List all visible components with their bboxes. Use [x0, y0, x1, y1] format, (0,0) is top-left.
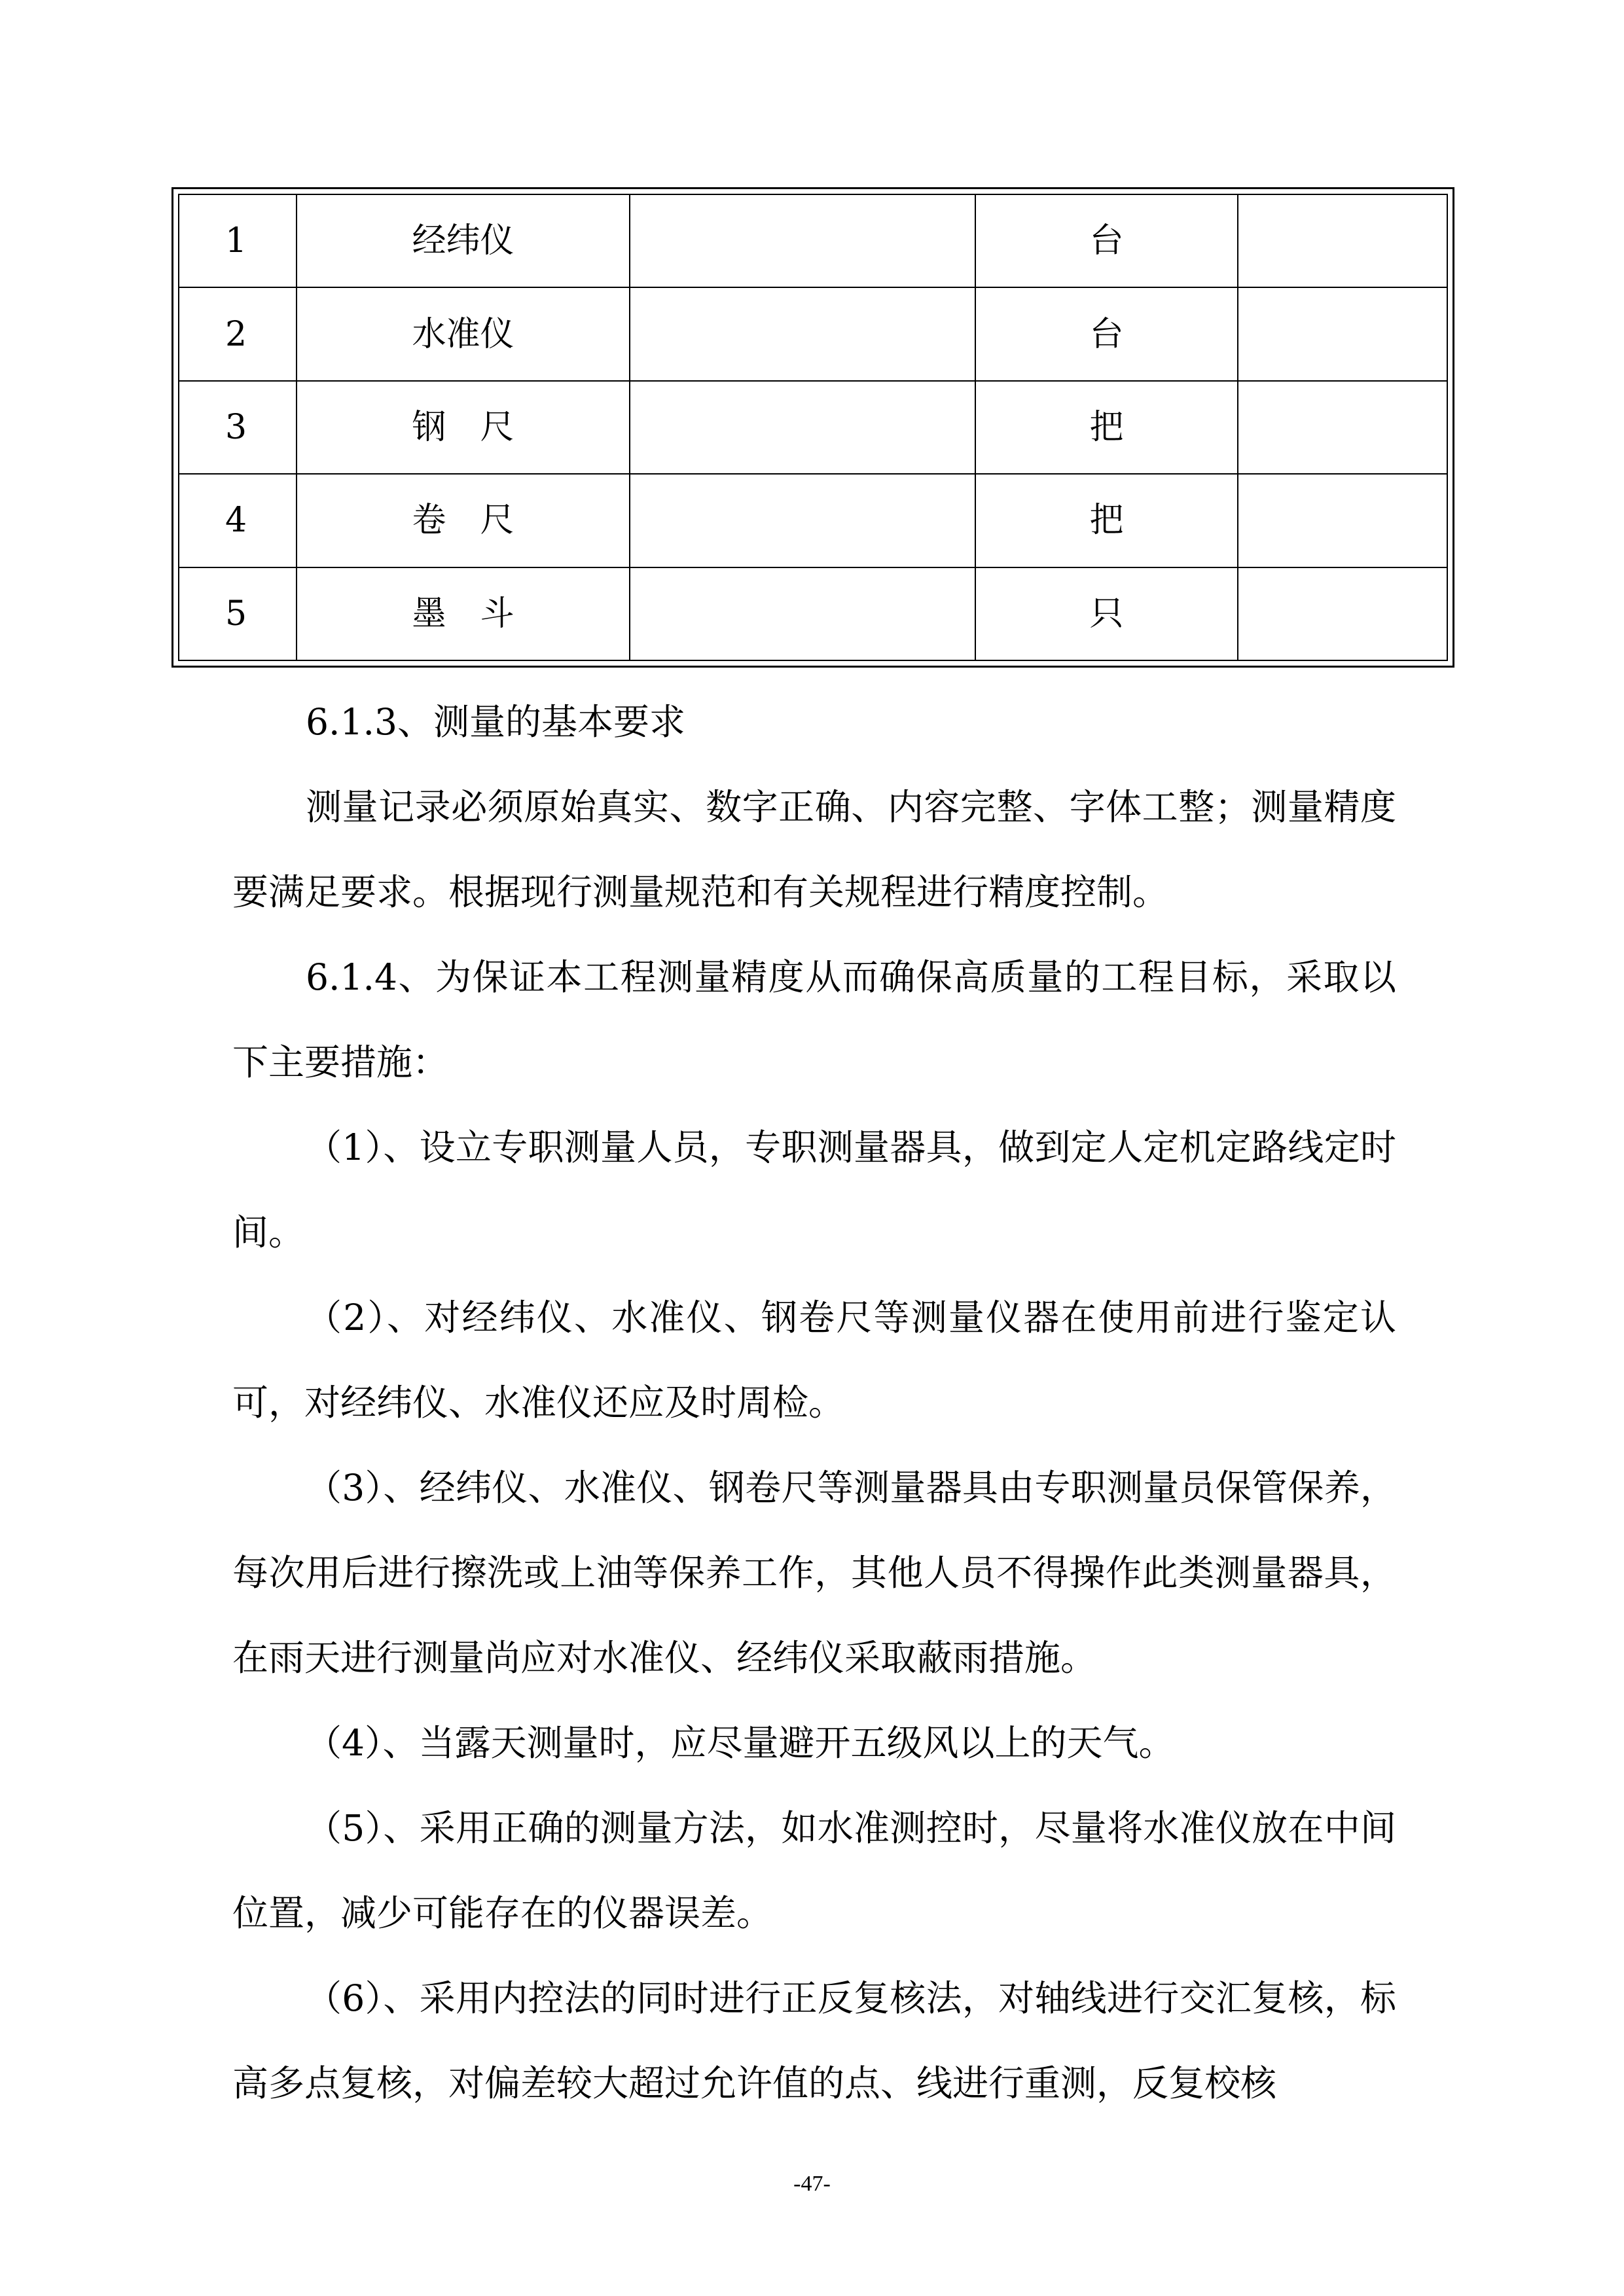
equipment-unit: 只 [975, 567, 1238, 660]
page-number: -47- [793, 2172, 831, 2196]
equipment-quantity [1238, 287, 1447, 380]
table-row [179, 567, 1447, 660]
section-heading-6-1-4: 6.1.4、为保证本工程测量精度从而确保高质量的工程目标，采取以下主要措施： [232, 956, 1396, 1083]
equipment-quantity [1238, 474, 1447, 567]
section-heading-6-1-3: 6.1.3、测量的基本要求 [306, 701, 685, 743]
equipment-quantity [1238, 381, 1447, 474]
measure-item-4: （4）、当露天测量时，应尽量避开五级风以上的天气。 [306, 1722, 1175, 1764]
row-number: 5 [179, 567, 297, 660]
measure-item-5: （5）、采用正确的测量方法，如水准测控时，尽量将水准仪放在中间位置，减少可能存在的仪器误差。 [232, 1807, 1396, 1934]
measure-item-1: （1）、设立专职测量人员，专职测量器具，做到定人定机定路线定时间。 [232, 1126, 1396, 1253]
equipment-spec [630, 194, 975, 287]
equipment-unit: 台 [975, 194, 1238, 287]
equipment-name: 墨 斗 [297, 567, 630, 660]
row-number: 4 [179, 474, 297, 567]
equipment-name: 水准仪 [297, 287, 630, 380]
table-row [179, 287, 1447, 380]
equipment-quantity [1238, 567, 1447, 660]
row-number: 3 [179, 381, 297, 474]
measure-item-3: （3）、经纬仪、水准仪、钢卷尺等测量器具由专职测量员保管保养，每次用后进行擦洗或上油等保养工作，其他人员不得操作此类测量器具，在雨天进行测量尚应对水准仪、经纬仪采取蔽雨措施。 [232, 1467, 1396, 1679]
equipment-spec [630, 287, 975, 380]
measure-item-6: （6）、采用内控法的同时进行正反复核法，对轴线进行交汇复核，标高多点复核，对偏差较大超过允许值的点、线进行重测，反复校核 [232, 1977, 1396, 2104]
equipment-unit: 把 [975, 381, 1238, 474]
equipment-spec [630, 567, 975, 660]
table-row [179, 381, 1447, 474]
equipment-unit: 台 [975, 287, 1238, 380]
measure-item-2: （2）、对经纬仪、水准仪、钢卷尺等测量仪器在使用前进行鉴定认可，对经纬仪、水准仪还应及时周检。 [232, 1297, 1396, 1424]
equipment-name: 钢 尺 [297, 381, 630, 474]
equipment-spec [630, 474, 975, 567]
measurement-requirements-paragraph: 测量记录必须原始真实、数字正确、内容完整、字体工整；测量精度要满足要求。根据现行测量规范和有关规程进行精度控制。 [232, 786, 1396, 913]
equipment-unit: 把 [975, 474, 1238, 567]
equipment-table [171, 187, 1454, 668]
table-row [179, 474, 1447, 567]
equipment-name: 卷 尺 [297, 474, 630, 567]
table-row [179, 194, 1447, 287]
row-number: 1 [179, 194, 297, 287]
equipment-spec [630, 381, 975, 474]
equipment-name: 经纬仪 [297, 194, 630, 287]
equipment-quantity [1238, 194, 1447, 287]
body-text [232, 679, 1396, 2126]
row-number: 2 [179, 287, 297, 380]
